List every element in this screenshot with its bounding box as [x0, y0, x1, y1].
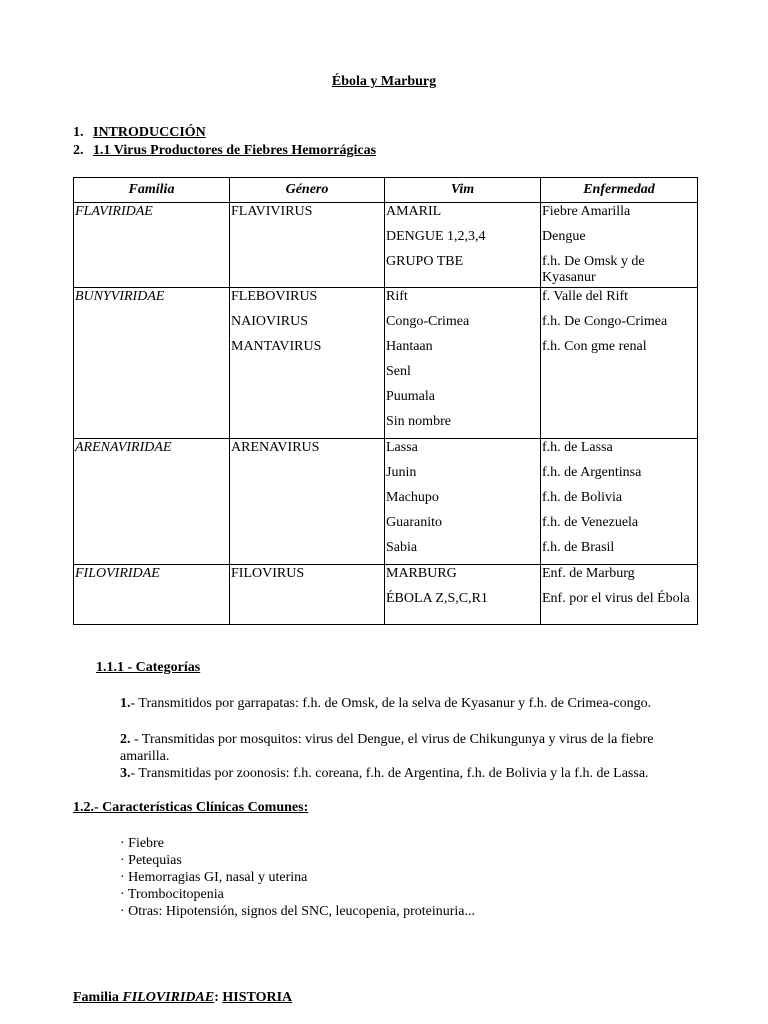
- item-number: 3.: [120, 766, 131, 781]
- categoria-item: [120, 765, 680, 782]
- table-row: [74, 288, 698, 439]
- enfermedad-cell: f.h. de Venezuela: [542, 515, 639, 530]
- item-text: - Transmitidas por mosquitos: virus del Dengue, el virus de Chikungunya y virus de la fiebre amarilla.: [120, 732, 654, 764]
- table-row: [74, 203, 698, 288]
- item-text: - Transmitidos por garrapatas: f.h. de Omsk, de la selva de Kyasanur y f.h. de Crimea-congo.: [130, 696, 652, 711]
- symptom-item: · Fiebre: [120, 836, 164, 851]
- virus-cell: Junin: [386, 465, 417, 480]
- virus-cell: Senl: [386, 364, 411, 379]
- virus-cell: Hantaan: [386, 339, 433, 354]
- genero-cell: NAIOVIRUS: [231, 314, 308, 329]
- virus-cell: Machupo: [386, 490, 439, 505]
- virus-cell: ÉBOLA Z,S,C,R1: [386, 591, 488, 606]
- genero-cell: ARENAVIRUS: [231, 440, 320, 455]
- virus-cell: DENGUE 1,2,3,4: [386, 229, 486, 244]
- enfermedad-cell: Enf. por el virus del Ébola: [542, 591, 690, 606]
- historia-heading: [73, 990, 292, 1006]
- enfermedad-cell: Dengue: [542, 229, 586, 244]
- virus-cell: MARBURG: [386, 566, 457, 581]
- toc-text: INTRODUCCIÓN: [93, 125, 206, 140]
- enfermedad-cell: f.h. de Brasil: [542, 540, 615, 555]
- enfermedad-cell: f.h. de Argentinsa: [542, 465, 642, 480]
- enfermedad-cell: f.h. Con gme renal: [542, 339, 647, 354]
- toc-number: 2.: [73, 143, 84, 158]
- table-row: [74, 565, 698, 625]
- header-familia: Familia: [74, 178, 230, 203]
- symptom-item: · Otras: Hipotensión, signos del SNC, leucopenia, proteinuria...: [120, 904, 475, 919]
- virus-cell: Puumala: [386, 389, 435, 404]
- enfermedad-cell: f.h. De Congo-Crimea: [542, 314, 668, 329]
- historia-family: FILOVIRIDAE: [122, 990, 215, 1005]
- page-title: Ébola y Marburg: [331, 74, 437, 89]
- genero-cell: MANTAVIRUS: [231, 339, 322, 354]
- symptom-item: · Hemorragias GI, nasal y uterina: [120, 870, 308, 885]
- enfermedad-cell: f.h. De Omsk y de Kyasanur: [542, 254, 645, 285]
- virus-cell: GRUPO TBE: [386, 254, 464, 269]
- table-header-row: [74, 178, 698, 203]
- toc-item-1: [73, 125, 206, 141]
- virus-cell: Congo-Crimea: [386, 314, 470, 329]
- genero-cell: FLEBOVIRUS: [231, 289, 318, 304]
- categoria-item: [120, 695, 680, 712]
- virus-cell: Lassa: [386, 440, 418, 455]
- familia-cell: BUNYVIRIDAE: [75, 289, 165, 304]
- caracteristicas-heading: 1.2.- Características Clínicas Comunes:: [73, 800, 309, 815]
- historia-prefix: Familia: [73, 990, 123, 1005]
- item-number: 2.: [120, 732, 131, 747]
- genero-cell: FILOVIRUS: [231, 566, 305, 581]
- virus-cell: Sabia: [386, 540, 418, 555]
- item-number: 1.: [120, 696, 131, 711]
- virus-table: [73, 177, 698, 625]
- historia-label: HISTORIA: [222, 990, 293, 1005]
- table-row: [74, 439, 698, 565]
- symptom-item: · Petequias: [120, 853, 182, 868]
- symptom-item: · Trombocitopenia: [120, 887, 224, 902]
- familia-cell: FILOVIRIDAE: [75, 566, 160, 581]
- header-genero: Género: [230, 178, 385, 203]
- enfermedad-cell: f.h. de Bolivia: [542, 490, 623, 505]
- enfermedad-cell: f. Valle del Rift: [542, 289, 629, 304]
- virus-cell: AMARIL: [386, 204, 442, 219]
- enfermedad-cell: Fiebre Amarilla: [542, 204, 631, 219]
- categorias-heading: 1.1.1 - Categorías: [96, 660, 201, 675]
- virus-cell: Guaranito: [386, 515, 442, 530]
- header-virus: Vim: [385, 178, 541, 203]
- enfermedad-cell: Enf. de Marburg: [542, 566, 635, 581]
- virus-cell: Sin nombre: [386, 414, 451, 429]
- categoria-item: [120, 731, 680, 765]
- familia-cell: FLAVIRIDAE: [75, 204, 153, 219]
- enfermedad-cell: f.h. de Lassa: [542, 440, 613, 455]
- virus-cell: Rift: [386, 289, 408, 304]
- toc-text: 1.1 Virus Productores de Fiebres Hemorrágicas: [93, 143, 377, 158]
- item-text: - Transmitidas por zoonosis: f.h. coreana, f.h. de Argentina, f.h. de Bolivia y la f.h. de Lassa.: [130, 766, 649, 781]
- header-enfermedad: Enfermedad: [541, 178, 698, 203]
- toc-number: 1.: [73, 125, 84, 140]
- genero-cell: FLAVIVIRUS: [231, 204, 313, 219]
- familia-cell: ARENAVIRIDAE: [75, 440, 172, 455]
- toc-item-2: [73, 143, 376, 159]
- historia-sep: :: [214, 990, 223, 1005]
